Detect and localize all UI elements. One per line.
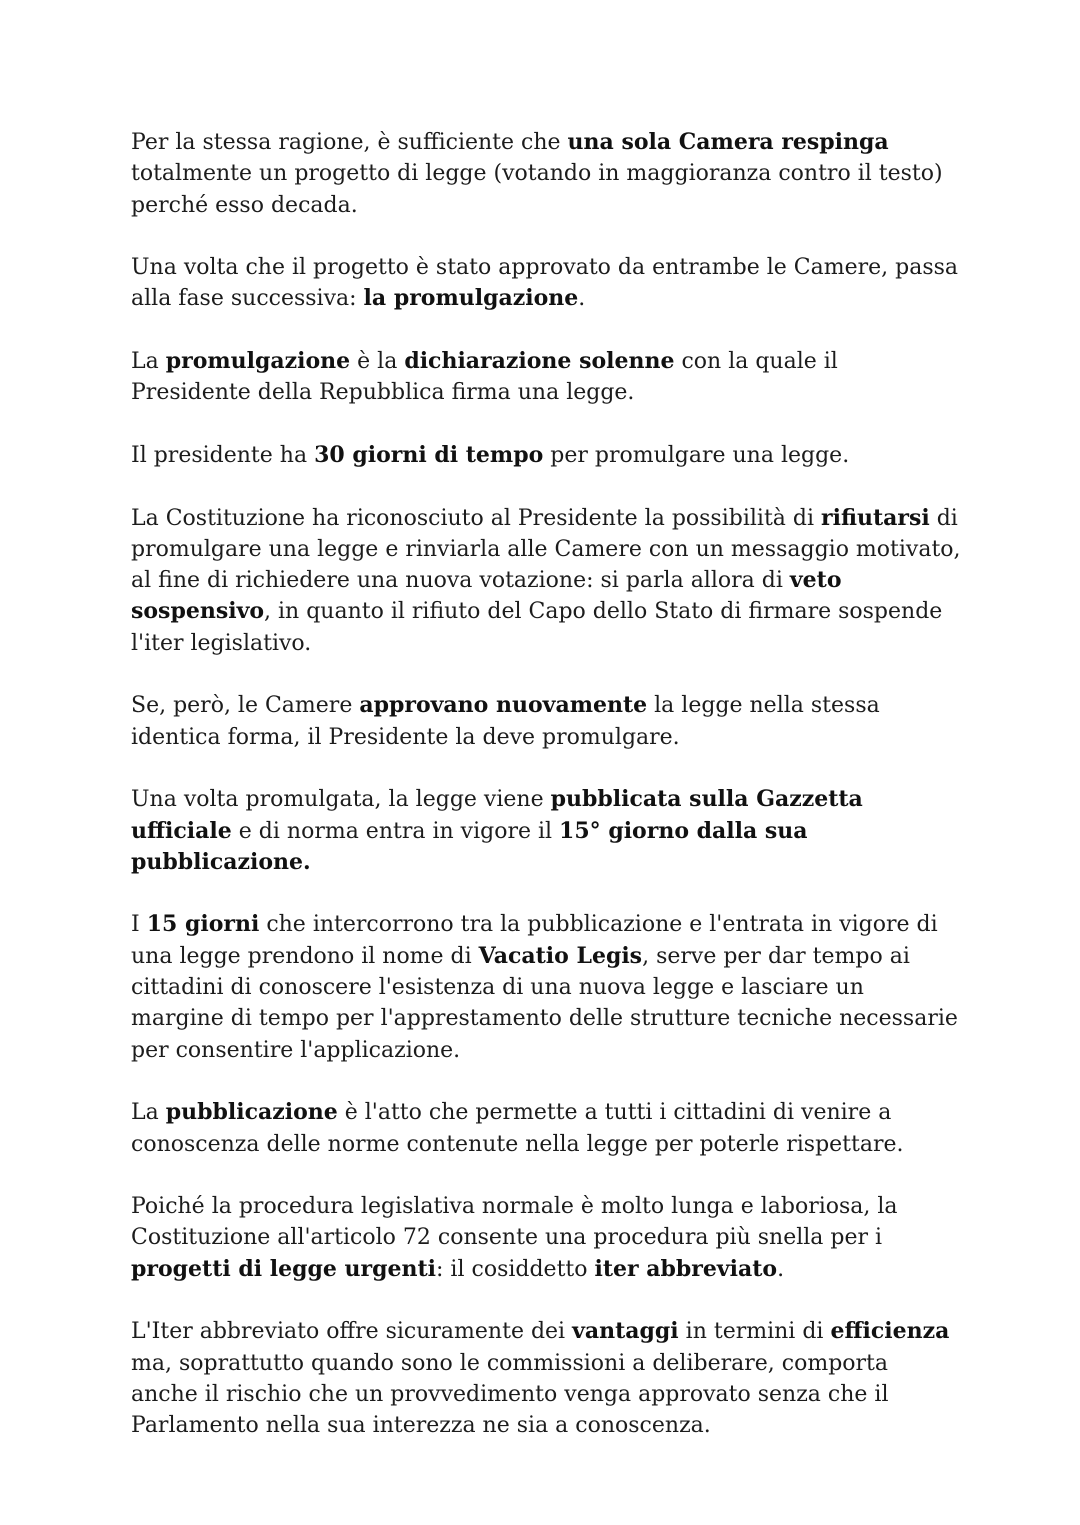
- paragraph-3: [131, 346, 961, 409]
- text-run: , in quanto il rifiuto del Capo dello Stato di firmare sospende l'iter legislativo.: [131, 599, 943, 656]
- text-run: è l'atto che permette a tutti i cittadini di venire a conoscenza delle norme contenute nella legge per poterle rispettare.: [131, 1100, 904, 1157]
- bold-text: 15° giorno dalla sua pubblicazione.: [131, 817, 808, 875]
- paragraph-5: [131, 503, 961, 659]
- text-run: e di norma entra in vigore il: [231, 818, 560, 844]
- text-run: in termini di: [678, 1319, 831, 1345]
- paragraph-7: [131, 784, 961, 878]
- bold-text: approvano nuovamente: [359, 692, 648, 719]
- bold-text: 30 giorni di tempo: [314, 441, 544, 468]
- document-body: [131, 127, 961, 1441]
- paragraph-1: [131, 127, 961, 221]
- text-run: la legge nella stessa identica forma, il Presidente la deve promulgare.: [131, 693, 880, 750]
- bold-text: iter abbreviato: [594, 1255, 778, 1282]
- bold-text: 15 giorni: [146, 911, 260, 938]
- text-run: Una volta promulgata, la legge viene: [131, 787, 551, 813]
- text-run: ma, soprattutto quando sono le commissioni a deliberare, comporta anche il rischio che un provvedimento venga approvato senza che il Parlamento nella sua interezza ne sia a conoscenza.: [131, 1350, 889, 1439]
- text-run: La: [131, 1100, 166, 1126]
- paragraph-10: [131, 1191, 961, 1285]
- text-run: La Costituzione ha riconosciuto al Presidente la possibilità di: [131, 505, 822, 531]
- bold-text: efficienza: [830, 1318, 950, 1345]
- paragraph-2: [131, 252, 961, 315]
- bold-text: pubblicata sulla Gazzetta ufficiale: [131, 786, 863, 844]
- bold-text: vantaggi: [572, 1318, 679, 1345]
- bold-text: dichiarazione solenne: [404, 348, 675, 375]
- bold-text: veto sospensivo: [131, 567, 842, 625]
- bold-text: rifiutarsi: [821, 504, 930, 531]
- bold-text: Vacatio Legis: [478, 942, 643, 969]
- text-run: è la: [350, 349, 405, 375]
- paragraph-9: [131, 1097, 961, 1160]
- text-run: .: [578, 286, 586, 312]
- text-run: La: [131, 349, 166, 375]
- text-run: Se, però, le Camere: [131, 693, 360, 719]
- text-run: totalmente un progetto di legge (votando in maggioranza contro il testo) perché esso decada.: [131, 161, 943, 218]
- text-run: , serve per dar tempo ai cittadini di conoscere l'esistenza di una nuova legge e lasciare un margine di tempo per l'apprestamento delle strutture tecniche necessarie per consentire l'applicazione.: [131, 943, 958, 1063]
- paragraph-8: [131, 909, 961, 1065]
- text-run: con la quale il Presidente della Repubblica firma una legge.: [131, 349, 838, 406]
- paragraph-11: [131, 1316, 961, 1441]
- text-run: che intercorrono tra la pubblicazione e l'entrata in vigore di una legge prendono il nome di: [131, 912, 938, 969]
- text-run: I: [131, 912, 147, 938]
- text-run: L'Iter abbreviato offre sicuramente dei: [131, 1319, 573, 1345]
- text-run: di promulgare una legge e rinviarla alle Camere con un messaggio motivato, al fine di richiedere una nuova votazione: si parla allora di: [131, 505, 961, 594]
- bold-text: promulgazione: [165, 348, 351, 375]
- bold-text: progetti di legge urgenti: [131, 1255, 437, 1282]
- text-run: Il presidente ha: [131, 442, 315, 468]
- bold-text: una sola Camera respinga: [567, 129, 889, 155]
- bold-text: pubblicazione: [165, 1099, 338, 1126]
- paragraph-4: [131, 440, 961, 471]
- text-run: Per la stessa ragione, è sufficiente che: [131, 130, 568, 155]
- text-run: Una volta che il progetto è stato approvato da entrambe le Camere, passa alla fase successiva:: [131, 255, 959, 312]
- paragraph-6: [131, 690, 961, 753]
- text-run: : il cosiddetto: [436, 1256, 595, 1282]
- text-run: .: [777, 1256, 785, 1282]
- text-run: Poiché la procedura legislativa normale è molto lunga e laboriosa, la Costituzione all'articolo 72 consente una procedura più snella per i: [131, 1194, 898, 1251]
- bold-text: la promulgazione: [363, 285, 579, 312]
- text-run: per promulgare una legge.: [543, 442, 850, 468]
